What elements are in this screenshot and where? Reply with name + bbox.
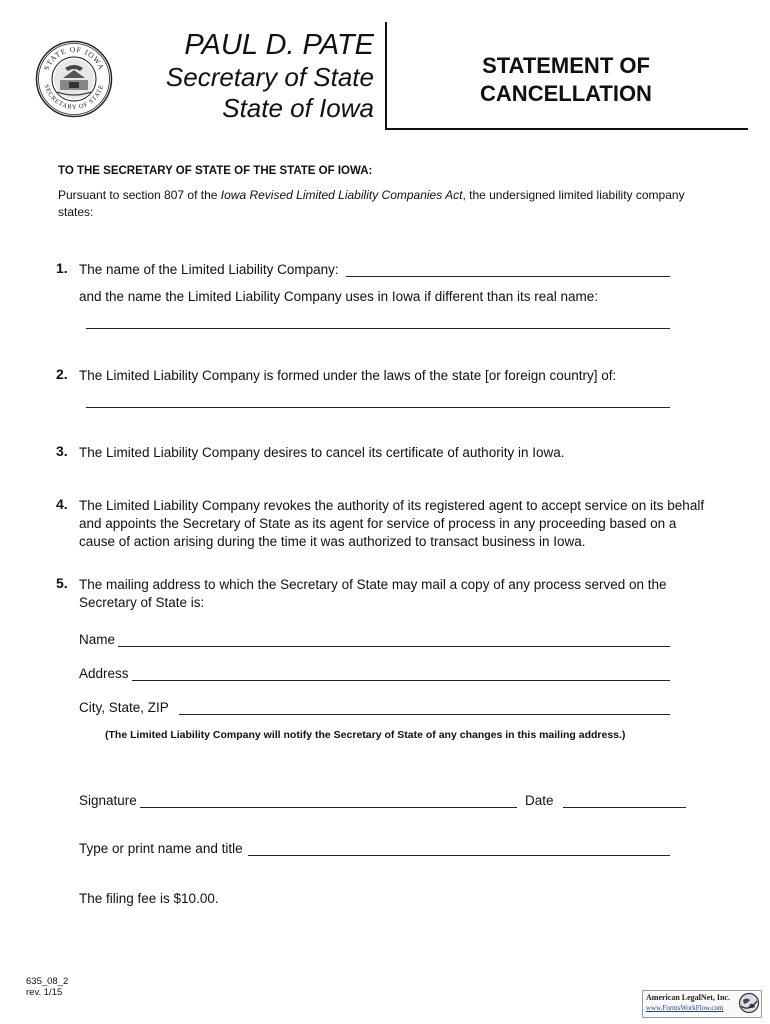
document-title-line2: CANCELLATION — [480, 81, 652, 106]
salutation: TO THE SECRETARY OF STATE OF THE STATE OF IOWA: — [58, 165, 373, 177]
mailing-name-label: Name — [79, 632, 116, 647]
date-field[interactable] — [563, 806, 686, 808]
secretary-name: PAUL D. PATE — [184, 29, 374, 61]
filing-fee-text: The filing fee is $10.00. — [79, 891, 219, 906]
vendor-logo[interactable] — [642, 990, 762, 1018]
item-text-1: The name of the Limited Liability Company: — [79, 262, 339, 277]
header-divider-vertical — [385, 22, 387, 130]
globe-icon — [738, 992, 760, 1014]
item-text-4: The Limited Liability Company revokes the authority of its registered agent to accept service on its behalf and appoints the Secretary of State as its agent for service of process in any proceeding based on a cause of action arising during the time it was authorized to transact business in Iowa. — [79, 498, 705, 549]
mailing-address-label: Address — [79, 666, 129, 681]
item-number-2: 2. — [56, 366, 68, 382]
intro-text-after: , the undersigned limited liability company states: — [58, 188, 685, 219]
mailing-change-note: (The Limited Liability Company will notify the Secretary of State of any changes in this mailing address.) — [105, 729, 626, 741]
mailing-city-state-zip-field[interactable] — [179, 713, 670, 715]
mailing-name-field[interactable] — [118, 645, 670, 647]
vendor-name: American LegalNet, Inc. — [646, 993, 730, 1002]
document-title-line1: STATEMENT OF — [482, 53, 650, 78]
item-number-5: 5. — [56, 575, 68, 591]
llc-name-field[interactable] — [346, 275, 670, 277]
intro-text-before: Pursuant to section 807 of the — [58, 188, 221, 202]
form-revision: rev. 1/15 — [26, 987, 63, 998]
office-title: Secretary of State — [165, 62, 374, 92]
item-text-2: The Limited Liability Company is formed under the laws of the state [or foreign country] of: — [79, 368, 617, 383]
vendor-url-link[interactable]: www.FormsWorkFlow.com — [646, 1004, 724, 1012]
form-code-block — [26, 976, 68, 998]
print-name-title-field[interactable] — [248, 854, 670, 856]
state-name: State of Iowa — [222, 93, 374, 123]
item-number-4: 4. — [56, 496, 68, 512]
item-number-3: 3. — [56, 443, 68, 459]
act-name: Iowa Revised Limited Liability Companies Act — [220, 188, 463, 202]
formation-state-field[interactable] — [86, 406, 670, 408]
signature-field[interactable] — [140, 806, 517, 808]
date-label: Date — [525, 793, 554, 808]
document-title — [450, 52, 682, 108]
seal-bottom-text: SECRETARY OF STATE — [42, 83, 106, 112]
form-code: 635_08_2 — [26, 976, 69, 987]
item-text-3: The Limited Liability Company desires to cancel its certificate of authority in Iowa. — [79, 445, 565, 460]
item-subtext-1: and the name the Limited Liability Company uses in Iowa if different than its real name: — [79, 289, 599, 304]
intro-paragraph — [58, 187, 698, 221]
llc-alt-name-field[interactable] — [86, 327, 670, 329]
header-divider-horizontal — [385, 128, 748, 130]
mailing-address-field[interactable] — [132, 679, 670, 681]
print-name-title-label: Type or print name and title — [79, 841, 243, 856]
signature-label: Signature — [79, 793, 137, 808]
mailing-city-label: City, State, ZIP — [79, 700, 169, 715]
item-text-5: The mailing address to which the Secretary of State may mail a copy of any process served on the Secretary of State is: — [79, 577, 667, 610]
seal-top-text: STATE OF IOWA — [41, 44, 107, 72]
iowa-state-seal — [35, 40, 113, 118]
item-number-1: 1. — [56, 260, 68, 276]
